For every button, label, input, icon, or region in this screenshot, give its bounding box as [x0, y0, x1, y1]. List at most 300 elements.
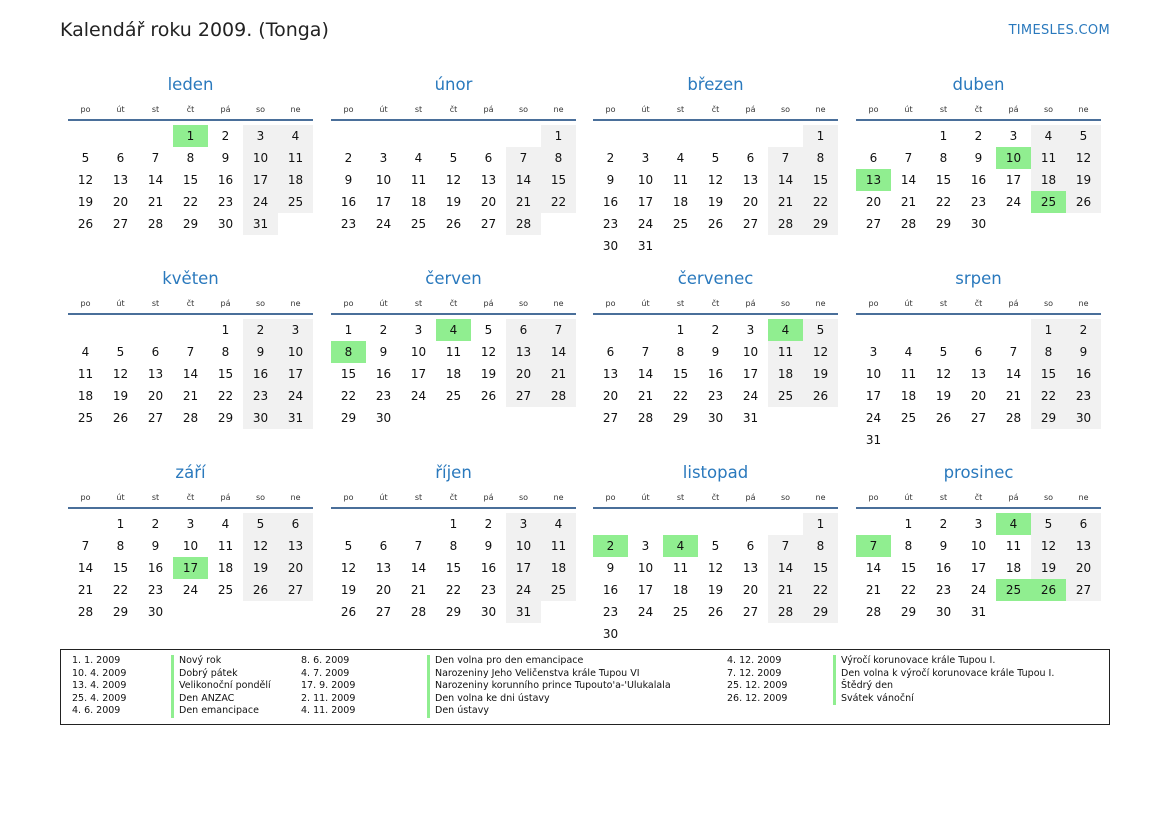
day-cell: 22: [217, 389, 234, 403]
weekday-label: po: [343, 299, 354, 308]
day-cell: 6: [379, 539, 388, 553]
weekday-label: po: [343, 493, 354, 502]
weekday-label: ne: [1078, 493, 1089, 502]
month-srpen: [856, 268, 1101, 451]
day-cell: 30: [217, 217, 234, 231]
day-empty: [856, 513, 891, 535]
day-cell: 9: [379, 345, 388, 359]
day-cell: 28: [865, 605, 882, 619]
day-cell: 28: [506, 213, 541, 235]
day-cell: 12: [112, 367, 129, 381]
day-cell: 1: [904, 517, 913, 531]
day-cell: 4: [663, 535, 698, 557]
day-empty: [68, 319, 103, 341]
day-cell: 20: [742, 195, 759, 209]
day-cell: 29: [340, 411, 357, 425]
weekday-label: po: [80, 105, 91, 114]
day-cell: 20: [112, 195, 129, 209]
weekday-label: ne: [1078, 105, 1089, 114]
day-cell: 15: [803, 169, 838, 191]
legend-holiday-name: Narozeniny korunního prince Tupouto'a-'Ulukalala: [427, 680, 671, 693]
weekday-label: st: [676, 299, 685, 308]
day-cell: 18: [1005, 561, 1022, 575]
day-cell: 15: [182, 173, 199, 187]
day-grid: [856, 125, 1101, 235]
month-name: duben: [952, 75, 1005, 94]
day-cell: 18: [1031, 169, 1066, 191]
weekday-label: so: [1043, 493, 1054, 502]
day-cell: 21: [410, 583, 427, 597]
day-cell: 21: [768, 579, 803, 601]
day-cell: 23: [217, 195, 234, 209]
day-cell: 29: [445, 605, 462, 619]
day-empty: [471, 125, 506, 147]
day-cell: 1: [344, 323, 353, 337]
weekday-label: ne: [815, 299, 826, 308]
day-cell: 3: [641, 539, 650, 553]
legend-column-1: [72, 655, 271, 718]
day-cell: 20: [970, 389, 987, 403]
legend-date: 25. 4. 2009: [72, 692, 127, 704]
weekday-header: [856, 491, 1101, 509]
legend-date: 8. 6. 2009: [301, 655, 350, 666]
legend-holiday-name: Štědrý den: [833, 680, 893, 693]
day-cell: 16: [217, 173, 234, 187]
day-cell: 30: [935, 605, 952, 619]
day-empty: [628, 125, 663, 147]
day-cell: 25: [541, 579, 576, 601]
day-cell: 13: [147, 367, 164, 381]
day-cell: 24: [506, 579, 541, 601]
day-cell: 26: [243, 579, 278, 601]
day-cell: 8: [186, 151, 195, 165]
day-empty: [663, 513, 698, 535]
day-cell: 6: [278, 513, 313, 535]
day-cell: 3: [869, 345, 878, 359]
day-cell: 24: [637, 605, 654, 619]
day-empty: [593, 125, 628, 147]
day-cell: 28: [637, 411, 654, 425]
legend-row: [72, 655, 271, 668]
month-name: leden: [167, 75, 214, 94]
weekday-label: st: [151, 299, 160, 308]
holiday-legend: [60, 649, 1110, 725]
day-cell: 14: [147, 173, 164, 187]
day-cell: 29: [900, 605, 917, 619]
day-cell: 3: [379, 151, 388, 165]
day-cell: 5: [449, 151, 458, 165]
day-cell: 6: [116, 151, 125, 165]
day-cell: 24: [410, 389, 427, 403]
day-cell: 22: [541, 191, 576, 213]
month-září: [68, 462, 313, 623]
day-cell: 20: [506, 363, 541, 385]
day-cell: 25: [672, 217, 689, 231]
day-cell: 16: [707, 367, 724, 381]
day-cell: 4: [676, 151, 685, 165]
day-cell: 4: [414, 151, 423, 165]
day-cell: 28: [147, 217, 164, 231]
day-cell: 17: [1005, 173, 1022, 187]
weekday-label: čt: [974, 299, 983, 308]
day-cell: 14: [1005, 367, 1022, 381]
weekday-label: út: [379, 299, 388, 308]
day-cell: 22: [803, 579, 838, 601]
day-cell: 25: [672, 605, 689, 619]
weekday-header: [856, 103, 1101, 121]
day-cell: 24: [375, 217, 392, 231]
day-cell: 24: [1005, 195, 1022, 209]
day-cell: 25: [410, 217, 427, 231]
day-cell: 4: [768, 319, 803, 341]
day-cell: 13: [1066, 535, 1101, 557]
day-cell: 30: [707, 411, 724, 425]
day-cell: 19: [707, 195, 724, 209]
legend-row: [301, 680, 671, 693]
day-cell: 25: [217, 583, 234, 597]
legend-holiday-name: Narozeniny Jeho Veličenstva krále Tupou VI: [427, 668, 640, 681]
day-cell: 10: [865, 367, 882, 381]
day-empty: [733, 513, 768, 535]
day-cell: 30: [480, 605, 497, 619]
day-cell: 26: [707, 217, 724, 231]
day-cell: 27: [1066, 579, 1101, 601]
day-cell: 13: [480, 173, 497, 187]
day-cell: 6: [869, 151, 878, 165]
day-cell: 12: [803, 341, 838, 363]
day-cell: 26: [480, 389, 497, 403]
day-empty: [891, 125, 926, 147]
day-cell: 9: [151, 539, 160, 553]
day-cell: 8: [221, 345, 230, 359]
day-cell: 31: [742, 411, 759, 425]
weekday-label: čt: [711, 299, 720, 308]
day-cell: 22: [445, 583, 462, 597]
day-cell: 20: [1066, 557, 1101, 579]
weekday-label: pá: [745, 105, 756, 114]
day-cell: 17: [637, 195, 654, 209]
day-cell: 21: [77, 583, 94, 597]
day-cell: 24: [243, 191, 278, 213]
day-cell: 10: [278, 341, 313, 363]
day-empty: [366, 513, 401, 535]
day-grid: [331, 125, 576, 235]
day-cell: 10: [996, 147, 1031, 169]
day-cell: 25: [77, 411, 94, 425]
day-cell: 7: [1009, 345, 1018, 359]
weekday-label: pá: [483, 299, 494, 308]
day-cell: 17: [742, 367, 759, 381]
day-cell: 17: [506, 557, 541, 579]
day-cell: 2: [1066, 319, 1101, 341]
day-cell: 11: [217, 539, 234, 553]
weekday-label: čt: [711, 105, 720, 114]
day-cell: 9: [221, 151, 230, 165]
legend-row: [727, 668, 1054, 681]
month-listopad: [593, 462, 838, 645]
day-cell: 1: [116, 517, 125, 531]
day-cell: 19: [77, 195, 94, 209]
day-cell: 22: [112, 583, 129, 597]
day-cell: 21: [506, 191, 541, 213]
legend-holiday-name: Svátek vánoční: [833, 693, 914, 706]
weekday-label: pá: [1008, 493, 1019, 502]
day-cell: 29: [935, 217, 952, 231]
day-cell: 25: [996, 579, 1031, 601]
day-cell: 2: [243, 319, 278, 341]
day-cell: 17: [865, 389, 882, 403]
day-cell: 2: [939, 517, 948, 531]
day-cell: 19: [707, 583, 724, 597]
month-name: prosinec: [943, 463, 1014, 482]
weekday-header: [331, 297, 576, 315]
day-cell: 15: [445, 561, 462, 575]
weekday-header: [68, 297, 313, 315]
day-cell: 21: [1005, 389, 1022, 403]
legend-holiday-name: Nový rok: [171, 655, 221, 668]
weekday-label: so: [518, 299, 529, 308]
day-cell: 20: [865, 195, 882, 209]
day-cell: 27: [865, 217, 882, 231]
day-cell: 18: [217, 561, 234, 575]
day-cell: 9: [606, 173, 615, 187]
weekday-label: po: [343, 105, 354, 114]
weekday-label: po: [605, 493, 616, 502]
day-cell: 16: [602, 195, 619, 209]
day-cell: 6: [746, 151, 755, 165]
legend-holiday-name: Den volna k výročí korunovace krále Tupou I.: [833, 668, 1054, 681]
legend-date: 4. 12. 2009: [727, 655, 782, 666]
day-cell: 8: [116, 539, 125, 553]
day-cell: 19: [445, 195, 462, 209]
month-name: únor: [434, 75, 473, 94]
day-empty: [628, 319, 663, 341]
day-cell: 13: [602, 367, 619, 381]
day-cell: 26: [935, 411, 952, 425]
day-cell: 23: [340, 217, 357, 231]
legend-date: 13. 4. 2009: [72, 680, 127, 692]
day-cell: 29: [1031, 407, 1066, 429]
legend-row: [72, 693, 271, 706]
day-grid: [68, 125, 313, 235]
day-grid: [856, 319, 1101, 451]
legend-date: 17. 9. 2009: [301, 680, 356, 692]
month-prosinec: [856, 462, 1101, 623]
weekday-label: pá: [220, 105, 231, 114]
day-cell: 22: [900, 583, 917, 597]
site-link[interactable]: TIMESLES.COM: [1008, 23, 1110, 38]
day-cell: 10: [637, 173, 654, 187]
day-cell: 14: [637, 367, 654, 381]
weekday-label: út: [116, 493, 125, 502]
day-cell: 12: [707, 561, 724, 575]
month-červenec: [593, 268, 838, 429]
weekday-label: čt: [449, 493, 458, 502]
legend-holiday-name: Den volna ke dni ústavy: [427, 693, 550, 706]
month-říjen: [331, 462, 576, 623]
day-cell: 23: [970, 195, 987, 209]
day-grid: [331, 319, 576, 429]
day-cell: 10: [970, 539, 987, 553]
day-cell: 3: [746, 323, 755, 337]
day-empty: [331, 513, 366, 535]
day-cell: 27: [278, 579, 313, 601]
day-cell: 2: [974, 129, 983, 143]
day-cell: 15: [1031, 363, 1066, 385]
day-cell: 9: [974, 151, 983, 165]
day-cell: 23: [147, 583, 164, 597]
day-cell: 22: [340, 389, 357, 403]
day-empty: [103, 319, 138, 341]
day-cell: 14: [768, 169, 803, 191]
day-cell: 12: [243, 535, 278, 557]
day-cell: 10: [742, 345, 759, 359]
day-cell: 27: [742, 605, 759, 619]
day-cell: 22: [935, 195, 952, 209]
day-empty: [856, 319, 891, 341]
day-cell: 30: [970, 217, 987, 231]
day-cell: 28: [768, 213, 803, 235]
day-cell: 7: [414, 539, 423, 553]
month-name: srpen: [955, 269, 1002, 288]
day-cell: 6: [484, 151, 493, 165]
day-cell: 11: [1005, 539, 1022, 553]
day-cell: 3: [278, 319, 313, 341]
day-cell: 13: [856, 169, 891, 191]
day-cell: 4: [904, 345, 913, 359]
day-cell: 21: [637, 389, 654, 403]
day-cell: 8: [803, 147, 838, 169]
day-cell: 15: [112, 561, 129, 575]
day-cell: 5: [939, 345, 948, 359]
day-cell: 12: [935, 367, 952, 381]
day-cell: 11: [77, 367, 94, 381]
day-cell: 19: [935, 389, 952, 403]
weekday-label: st: [939, 299, 948, 308]
day-cell: 1: [803, 513, 838, 535]
day-cell: 18: [541, 557, 576, 579]
weekday-label: so: [780, 493, 791, 502]
weekday-label: so: [255, 493, 266, 502]
day-cell: 6: [606, 345, 615, 359]
weekday-label: út: [904, 493, 913, 502]
day-cell: 4: [278, 125, 313, 147]
day-cell: 12: [77, 173, 94, 187]
legend-holiday-name: Velikonoční pondělí: [171, 680, 271, 693]
weekday-label: pá: [220, 299, 231, 308]
day-cell: 23: [602, 217, 619, 231]
legend-date: 25. 12. 2009: [727, 680, 788, 692]
day-grid: [856, 513, 1101, 623]
weekday-label: ne: [553, 299, 564, 308]
weekday-label: so: [255, 105, 266, 114]
day-cell: 11: [1031, 147, 1066, 169]
day-cell: 30: [243, 407, 278, 429]
weekday-label: st: [676, 493, 685, 502]
day-cell: 2: [606, 151, 615, 165]
day-cell: 6: [974, 345, 983, 359]
month-name: září: [175, 463, 206, 482]
day-cell: 13: [278, 535, 313, 557]
day-cell: 17: [278, 363, 313, 385]
day-cell: 12: [445, 173, 462, 187]
day-cell: 25: [445, 389, 462, 403]
day-cell: 3: [506, 513, 541, 535]
weekday-label: st: [151, 105, 160, 114]
day-cell: 20: [742, 583, 759, 597]
day-cell: 10: [410, 345, 427, 359]
weekday-header: [593, 103, 838, 121]
day-cell: 4: [81, 345, 90, 359]
day-empty: [768, 513, 803, 535]
day-cell: 6: [151, 345, 160, 359]
weekday-label: út: [641, 493, 650, 502]
legend-row: [72, 680, 271, 693]
day-cell: 29: [803, 213, 838, 235]
day-cell: 6: [1066, 513, 1101, 535]
weekday-label: čt: [186, 299, 195, 308]
day-cell: 26: [112, 411, 129, 425]
day-cell: 19: [1066, 169, 1101, 191]
weekday-label: so: [780, 105, 791, 114]
weekday-label: st: [414, 105, 423, 114]
legend-date: 2. 11. 2009: [301, 692, 356, 704]
weekday-label: čt: [186, 493, 195, 502]
day-cell: 9: [243, 341, 278, 363]
day-cell: 8: [449, 539, 458, 553]
day-cell: 14: [900, 173, 917, 187]
day-grid: [593, 125, 838, 257]
legend-date: 4. 7. 2009: [301, 667, 350, 679]
weekday-label: so: [1043, 299, 1054, 308]
weekday-label: pá: [745, 299, 756, 308]
weekday-label: čt: [186, 105, 195, 114]
day-cell: 18: [900, 389, 917, 403]
day-cell: 11: [900, 367, 917, 381]
day-cell: 31: [970, 605, 987, 619]
day-empty: [506, 125, 541, 147]
month-name: červen: [425, 269, 482, 288]
day-cell: 9: [344, 173, 353, 187]
day-cell: 15: [217, 367, 234, 381]
legend-holiday-name: Výročí korunovace krále Tupou I.: [833, 655, 995, 668]
month-name: červenec: [677, 269, 754, 288]
legend-holiday-name: Den volna pro den emancipace: [427, 655, 583, 668]
day-cell: 13: [742, 561, 759, 575]
legend-row: [72, 668, 271, 681]
month-květen: [68, 268, 313, 429]
day-cell: 29: [672, 411, 689, 425]
day-cell: 7: [541, 319, 576, 341]
legend-date: 4. 6. 2009: [72, 705, 121, 717]
day-cell: 9: [1066, 341, 1101, 363]
day-cell: 1: [1031, 319, 1066, 341]
day-cell: 14: [182, 367, 199, 381]
day-cell: 28: [410, 605, 427, 619]
day-cell: 18: [445, 367, 462, 381]
day-cell: 1: [449, 517, 458, 531]
day-cell: 20: [147, 389, 164, 403]
weekday-label: ne: [290, 299, 301, 308]
day-cell: 18: [278, 169, 313, 191]
month-únor: [331, 74, 576, 235]
day-cell: 29: [182, 217, 199, 231]
day-cell: 3: [974, 517, 983, 531]
day-cell: 4: [436, 319, 471, 341]
day-cell: 6: [746, 539, 755, 553]
day-cell: 31: [278, 407, 313, 429]
day-cell: 23: [602, 605, 619, 619]
